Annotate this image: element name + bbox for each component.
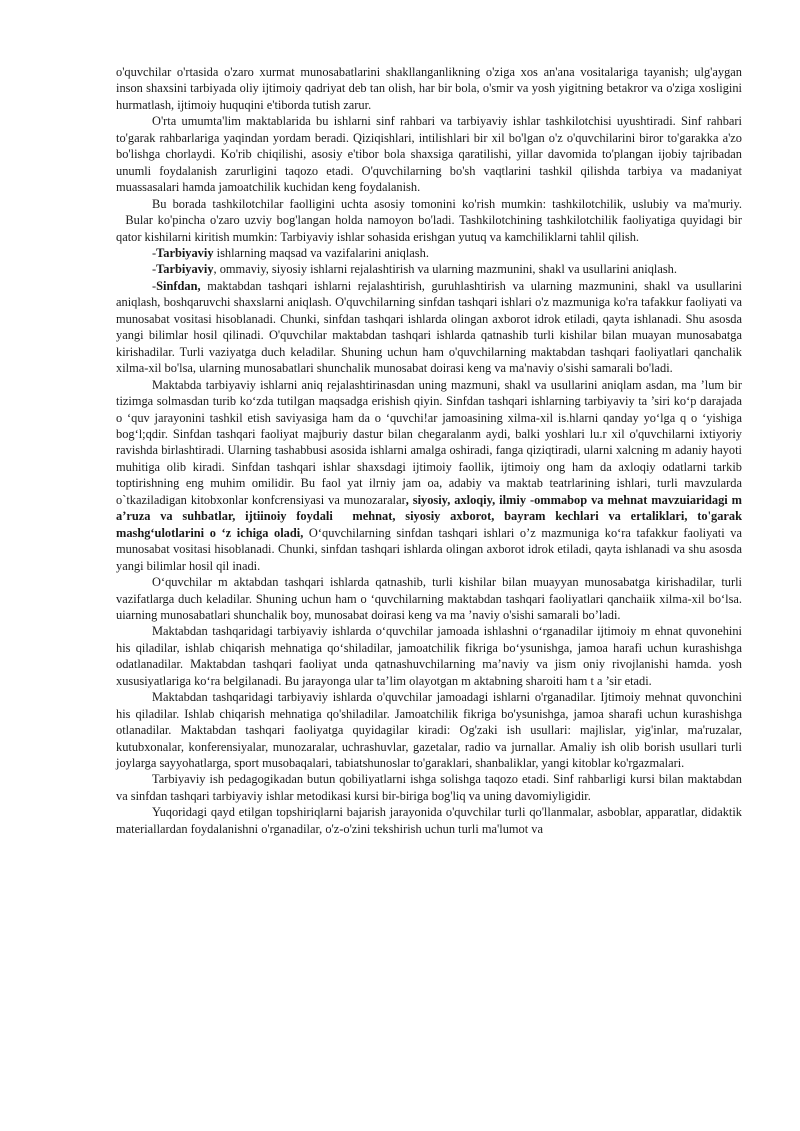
text-segment: - [152,262,157,277]
text-segment: maktabdan tashqari ishlarni rejalashtirish, guruhlashtirish va ularning mazmunini, shakl va usullarini aniqlash, boshqaruvchi shaxslarni aniqlash. O'quvchilarning sinfdan tashqari ishlari o'z mazmuniga ko'ra tafakkur faoliyati va munosabat vositasi hisoblanadi. Chunki, sinfdan tashqari ishlarda olingan axborot idrok etiladi, qayta ishlanadi. Shu asosda yangi bilimlar hosil qilinadi. O'quvchilar maktabdan tashqari ishlarda qatnashib turli kishilar bilan muayan munosabatga kirishadilar. Turli vaziyatga duch keladilar. Shuning uchun ham o'quvchilarning maktabdan tashqari faoliyatlari qanchalik xilma-xil bo'lsa, ularning munosabatlari shunchalik munosabat doirasi keng va ma'naviy o'sishi samarali bo'ladi. [116,278,742,376]
text-segment: ishlarning maqsad va vazifalarini aniqlash. [213,245,429,260]
text-segment: Maktabdan tashqaridagi tarbiyaviy ishlarda o‘quvchilar jamoada ishlashni o‘rganadilar ijtimoiy m ehnat quvonehini his qiladilar, ishlab chiqarish mehnatiga qo‘shiladilar, jamoatchilik fikriga bo‘ysunishga, jamoa harafi uchun kurashishga odatlanadilar. Maktabdan tashqari faoliyat unda qatnashuvchilarning ma’naviy va jism oniy rivojlanishi hamda. yosh xususiyatlariga ko‘ra belgilanadi. Bu jarayonga ular ta’lim olayotgan m aktabning sharoiti ham t a ’sir etadi. [116,624,742,688]
text-segment: - [152,278,157,293]
text-segment: - [152,245,157,260]
paragraph-4 [116,245,742,261]
paragraph-10 [116,689,742,771]
text-segment: Maktabdan tashqaridagi tarbiyaviy ishlarda o'quvchilar jamoadagi ishlarni o'rganadilar. Ijtimoiy mehnat quvonchini his qiladilar. Ishlab chiqarish mehnatiga qo'shiladilar. Jamoatchilik fikriga bo'ysunishga, jamoa sharafi uchun kurashishga otlanadilar. Maktabdan tashqari faoliyatga quyidagilar kiradi: Og'zaki ish usullari: majlislar, yig'inlar, ma'ruzalar, kutubxonalar, konferensiyalar, munozaralar, uchrashuvlar, gazetalar, radio va jurnallar. Amaliy ish olib borish usullari turli joylarga sayyohatlarga, sport musobaqalari, tabiatshunoslar to'garaklari, shanbaliklar, yangi kitoblar ko'rgazmalari. [116,690,742,771]
text-segment: Tarbiyaviy ish pedagogikadan butun qobiliyatlarni ishga solishga taqozo etadi. Sinf rahbarligi kursi bilan maktabdan va sinfdan tashqari tarbiyaviy ishlar metodikasi kursi bir-biriga bog'liq va uning davomiyligidir. [116,772,742,803]
text-segment: , ommaviy, siyosiy ishlarni rejalashtirish va ularning mazmunini, shakl va usullarini aniqlash. [213,262,677,277]
paragraph-1 [116,64,742,113]
paragraph-7 [116,377,742,574]
text-segment: O'rta umumta'lim maktablarida bu ishlarni sinf rahbari va tarbiyaviy ishlar tashkilotchisi uyushtiradi. Sinf rahbari to'garak rahbarlariga yaqindan yordam beradi. Qiziqishlari, intilishlari bir xil bo'lgan o'z o'quvchilarini biror to'garakka a'zo bo'lishga chorlaydi. Ko'rib chiqilishi, asosiy e'tibor bola shaxsiga qaratilishi, yillar davomida to'plangan ijobiy tajribadan unumli foydalanish zarurligini taqozo etadi. O'quvchilarning bo'sh vaqtlarini tashkil qilishda tarbiya va madaniyat muassasalari hamda jamoatchilik kuchidan keng foydalanish. [116,114,742,195]
paragraph-5 [116,261,742,277]
bold-term: Tarbiyaviy [156,245,214,260]
paragraph-2 [116,113,742,195]
bold-term: Tarbiyaviy [156,262,214,277]
paragraph-12 [116,804,742,837]
text-segment: Maktabda tarbiyaviy ishlarni aniq rejalashtirinasdan uning mazmuni, shakl va usullarini aniqlam asdan, ma ’lum bir tizimga solmasdan turib ko‘zda tutilgan maqsadga erishish qiyin. Sinfdan tashqari ishlarning tarbiyaviy ta ’siri ko‘p darajada o ‘quv jarayonini tashkil etish saviyasiga ham da o ‘quvchi!ar jamoasining xilma-xil is.hlarni qanday yo‘lga q o ‘yishiga bog‘l;qdir. Sinfdan tashqari faoliyat majburiy dastur bilan chegaralanm aydi, balki yoshlari lu.r xil o'quvchilarni ixtiyoriy ravishda birlashtiradi. Ularning tashabbusi asosida ishlarni amalga oshiradi, fanga qiziqtiradi, ularni xalcning m adaniy hayoti muhitiga olib kiradi. Sinfdan tashqari ishlar shaxsdagi ijtimoiy faollik, ijtimoiy ong ham da axloqiy odatlarni tarkib toptirishning eng muhim omilidir. Bu faol yat ilrniy jam oa, adabiy va maktab teatrlarining ishlari, turli mavzularda o`tkaziladigan kitobxonlar konfcrensiyasi va munozaralar [116,377,742,507]
bold-phrase: , siyosiy, axloqiy, ilmiy -ommabop va mehnat mavzuiaridagi m a’ruza va suhbatlar, ijtiinoiy foydali mehnat, siyosiy axborot, bayram kechlari va ertaliklari, to'garak mashg‘ulotlarini o ‘z ichiga oladi, [116,492,742,540]
text-segment: O‘quvchilar m aktabdan tashqari ishlarda qatnashib, turli kishilar bilan muayyan munosabatga kirishadilar, turli vazifatlarga duch keladilar. Shuning uchun ham o ‘quvchilarning maktabdan tashqari faoliyatlari qanchaiik xilma-xil bo‘lsa. uiarning munosabatlari shunchalik boy, munosabat doirasi keng va ma ’naviy o'sishi samarali bo’ladi. [116,575,742,622]
paragraph-8 [116,574,742,623]
paragraph-9 [116,623,742,689]
bold-term: Sinfdan, [156,278,201,293]
paragraph-3 [116,196,742,245]
text-segment: o'quvchilar o'rtasida o'zaro xurmat munosabatlarini shakllanganlikning o'ziga xos an'ana vositalariga tayanish; ulg'aygan inson shaxsini tarbiyada oliy ijtimoiy qadriyat deb tan olish, har bir bola, o'smir va yosh yigitning betakror va o'ziga xosligini hurmatlash, ijtimoiy huquqini e'tiborda tutish zarur. [116,65,742,112]
paragraph-11 [116,771,742,804]
text-segment: Bu borada tashkilotchilar faolligini uchta asosiy tomonini ko'rish mumkin: tashkilotchilik, uslubiy va ma'muriy. Bular ko'pincha o'zaro uzviy bog'langan holda namoyon bo'ladi. Tashkilotchining tashkilotchilik faoliyatiga quyidagi bir qator kishilarni kiritish mumkin: Tarbiyaviy ishlar sohasida erishgan yutuq va kamchiliklarni tahlil qilish. [116,196,742,244]
text-segment: O‘quvchilarning sinfdan tashqari ishlari o’z mazmuniga ko‘ra tafakkur faoliyati va munosabat vositasi hisoblanadi. Chunki, sinfdan tashqari ishlarda olingan axborot idrok etiladi, qayta ishlanadi va shu asosda yangi bilimlar hosil qil inadi. [116,525,742,573]
text-segment: Yuqoridagi qayd etilgan topshiriqlarni bajarish jarayonida o'quvchilar turli qo'llanmalar, asboblar, apparatlar, didaktik materiallardan foydalanishni o'rganadilar, o'z-o'zini tekshirish uchun turli ma'lumot va [116,805,742,836]
document-page [116,64,742,837]
paragraph-6 [116,278,742,377]
